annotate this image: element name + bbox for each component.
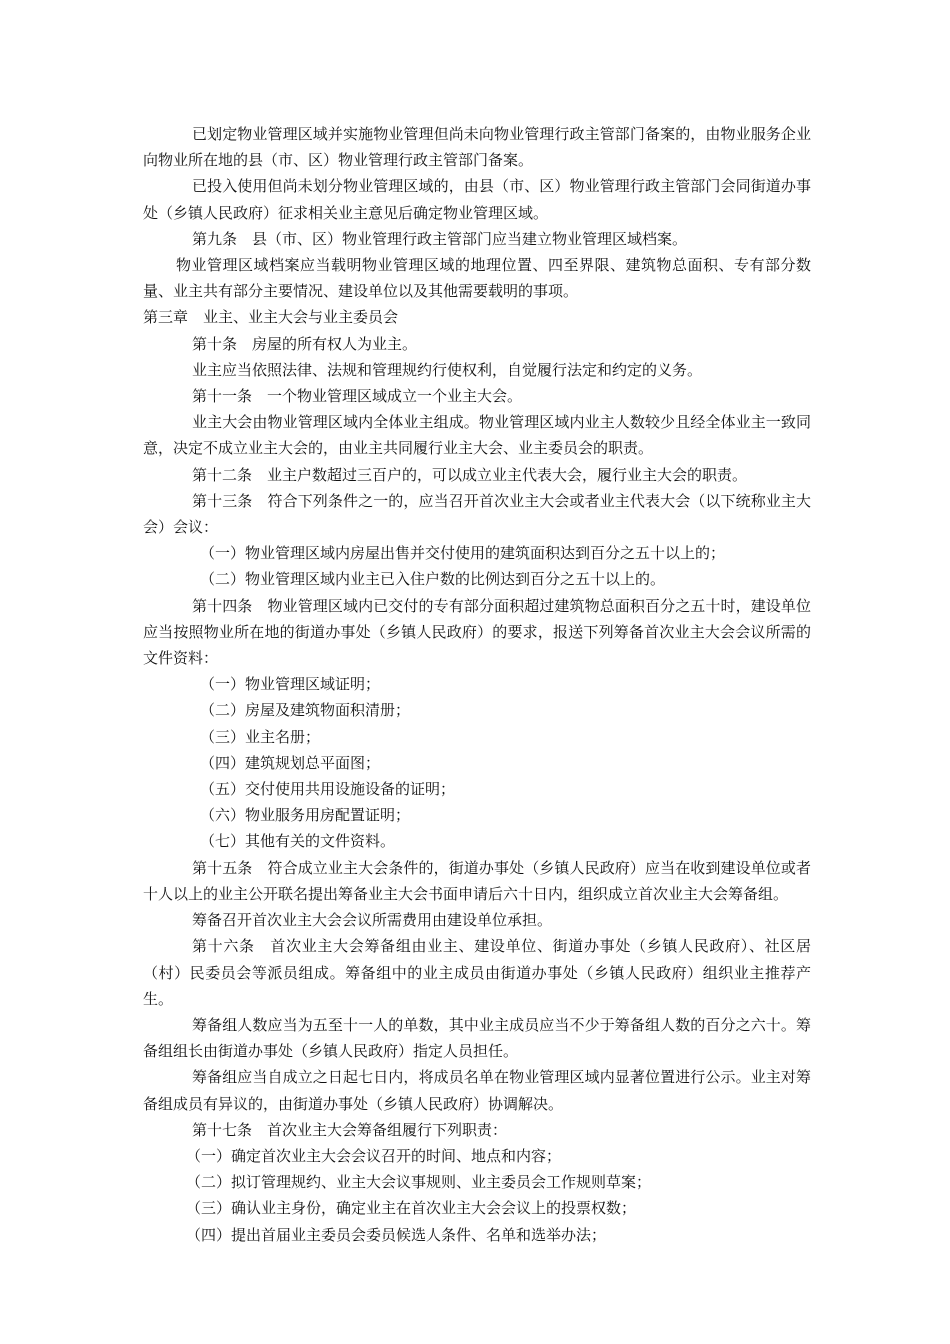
article-paragraph: 第十条 房屋的所有权人为业主。 xyxy=(192,334,418,353)
article-paragraph: 第十三条 符合下列条件之一的，应当召开首次业主大会或者业主代表大会（以下统称业主大会）会议： xyxy=(143,491,811,537)
list-item: （一）物业管理区域证明； xyxy=(200,675,381,694)
paragraph: 筹备组应当自成立之日起七日内，将成员名单在物业管理区域内显著位置进行公示。业主对筹备组成员有异议的，由街道办事处（乡镇人民政府）协调解决。 xyxy=(143,1068,811,1113)
paragraph: 已划定物业管理区域并实施物业管理但尚未向物业管理行政主管部门备案的，由物业服务企业向物业所在地的县（市、区）物业管理行政主管部门备案。 xyxy=(143,125,811,170)
list-item: （一）确定首次业主大会会议召开的时间、地点和内容； xyxy=(186,1146,562,1165)
list-item: （三）业主名册； xyxy=(200,727,321,746)
list-item: （五）交付使用共用设施设备的证明； xyxy=(200,780,456,799)
list-item: （四）建筑规划总平面图； xyxy=(200,753,381,772)
list-item: （七）其他有关的文件资料。 xyxy=(200,832,396,851)
paragraph: 物业管理区域档案应当载明物业管理区域的地理位置、四至界限、建筑物总面积、专有部分数量、业主共有部分主要情况、建设单位以及其他需要载明的事项。 xyxy=(143,256,811,301)
article-paragraph: 第九条 县（市、区）物业管理行政主管部门应当建立物业管理区域档案。 xyxy=(192,229,688,248)
list-item: （二）房屋及建筑物面积清册； xyxy=(200,701,411,720)
list-item: （一）物业管理区域内房屋出售并交付使用的建筑面积达到百分之五十以上的； xyxy=(200,544,726,563)
regulation-text xyxy=(143,121,811,1248)
chapter-heading: 第三章 业主、业主大会与业主委员会 xyxy=(143,308,399,327)
paragraph: 业主大会由物业管理区域内全体业主组成。物业管理区域内业主人数较少且经全体业主一致同意，决定不成立业主大会的，由业主共同履行业主大会、业主委员会的职责。 xyxy=(143,413,811,458)
article-paragraph: 第十七条 首次业主大会筹备组履行下列职责： xyxy=(192,1120,508,1139)
article-paragraph: 第十一条 一个物业管理区域成立一个业主大会。 xyxy=(192,387,523,406)
article-paragraph: 第十六条 首次业主大会筹备组由业主、建设单位、街道办事处（乡镇人民政府）、社区居（村）民委员会等派员组成。筹备组中的业主成员由街道办事处（乡镇人民政府）组织业主推荐产生。 xyxy=(143,937,811,1008)
article-paragraph: 第十四条 物业管理区域内已交付的专有部分面积超过建筑物总面积百分之五十时，建设单位应当按照物业所在地的街道办事处（乡镇人民政府）的要求，报送下列筹备首次业主大会会议所需的文件资料： xyxy=(143,596,811,668)
paragraph: 筹备召开首次业主大会会议所需费用由建设单位承担。 xyxy=(192,911,553,930)
list-item: （三）确认业主身份，确定业主在首次业主大会会议上的投票权数； xyxy=(186,1199,637,1218)
list-item: （六）物业服务用房配置证明； xyxy=(200,806,411,825)
paragraph: 筹备组人数应当为五至十一人的单数，其中业主成员应当不少于筹备组人数的百分之六十。筹备组组长由街道办事处（乡镇人民政府）指定人员担任。 xyxy=(143,1015,811,1061)
paragraph: 业主应当依照法律、法规和管理规约行使权利，自觉履行法定和约定的义务。 xyxy=(192,360,703,379)
list-item: （二）拟订管理规约、业主大会议事规则、业主委员会工作规则草案； xyxy=(186,1173,652,1192)
paragraph: 已投入使用但尚未划分物业管理区域的，由县（市、区）物业管理行政主管部门会同街道办事处（乡镇人民政府）征求相关业主意见后确定物业管理区域。 xyxy=(143,177,811,222)
article-paragraph: 第十五条 符合成立业主大会条件的，街道办事处（乡镇人民政府）应当在收到建设单位或者十人以上的业主公开联名提出筹备业主大会书面申请后六十日内，组织成立首次业主大会筹备组。 xyxy=(143,858,811,903)
list-item: （二）物业管理区域内业主已入住户数的比例达到百分之五十以上的。 xyxy=(200,570,666,589)
list-item: （四）提出首届业主委员会委员候选人条件、名单和选举办法； xyxy=(186,1225,607,1244)
article-paragraph: 第十二条 业主户数超过三百户的，可以成立业主代表大会，履行业主大会的职责。 xyxy=(192,465,748,484)
